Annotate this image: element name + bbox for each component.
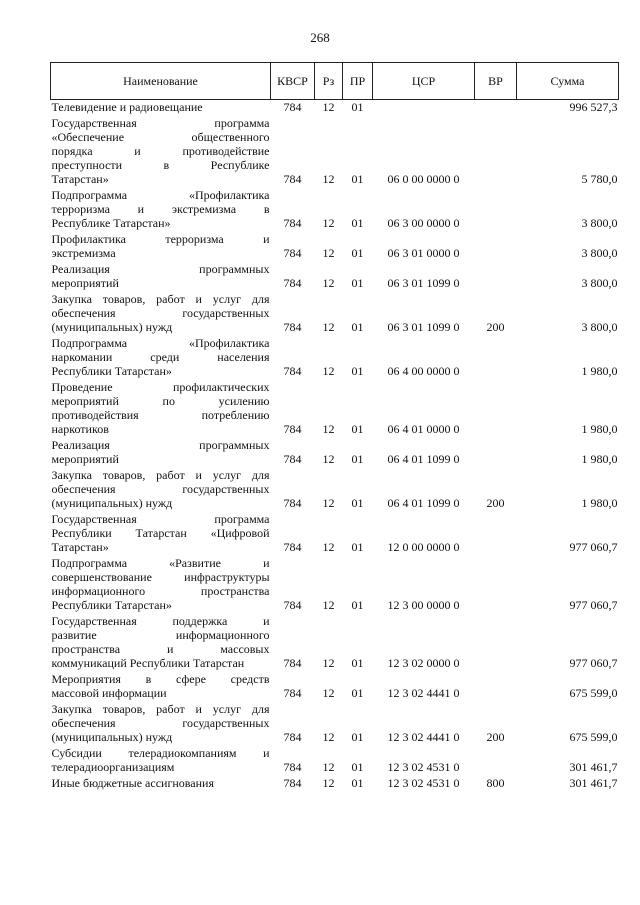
row-csr: 06 3 01 1099 0 bbox=[387, 276, 460, 290]
row-vr bbox=[475, 336, 517, 380]
row-vr bbox=[475, 232, 517, 262]
row-pr: 01 bbox=[351, 364, 364, 378]
row-name bbox=[51, 746, 271, 776]
row-pr: 01 bbox=[351, 656, 364, 670]
row-kvsr: 784 bbox=[283, 656, 302, 670]
row-name-line: Подпрограмма «Развитие и bbox=[51, 556, 270, 570]
row-name-line: наркомании среди населения bbox=[51, 350, 270, 364]
row-sum: 3 800,0 bbox=[581, 320, 618, 334]
row-name-line: Республики Татарстан» bbox=[51, 598, 172, 612]
row-name-line: Субсидии телерадиокомпаниям и bbox=[51, 746, 270, 760]
row-name-line: (муниципальных) нужд bbox=[51, 320, 173, 334]
row-name-line: Телевидение и радиовещание bbox=[51, 100, 203, 114]
table-row bbox=[51, 116, 619, 188]
row-name-line: экстремизма bbox=[51, 246, 116, 260]
row-sum: 301 461,7 bbox=[569, 776, 618, 790]
table-row bbox=[51, 614, 619, 672]
row-rz: 12 bbox=[322, 422, 335, 436]
row-kvsr: 784 bbox=[283, 598, 302, 612]
row-name-line: мероприятий bbox=[51, 452, 119, 466]
row-name-line: Татарстан» bbox=[51, 540, 109, 554]
row-name-line: обеспечения государственных bbox=[51, 482, 270, 496]
header-name: Наименование bbox=[51, 63, 271, 100]
row-pr: 01 bbox=[351, 246, 364, 260]
row-kvsr: 784 bbox=[283, 276, 302, 290]
row-name-line: Реализация программных bbox=[51, 438, 270, 452]
row-name-line: Подпрограмма «Профилактика bbox=[51, 336, 270, 350]
row-vr bbox=[475, 438, 517, 468]
row-csr: 06 4 01 0000 0 bbox=[387, 422, 460, 436]
row-pr: 01 bbox=[351, 276, 364, 290]
table-row bbox=[51, 672, 619, 702]
row-kvsr: 784 bbox=[283, 216, 302, 230]
row-pr: 01 bbox=[351, 422, 364, 436]
row-csr: 06 0 00 0000 0 bbox=[387, 172, 460, 186]
row-vr bbox=[475, 100, 517, 117]
row-csr: 06 3 00 0000 0 bbox=[387, 216, 460, 230]
row-rz: 12 bbox=[322, 452, 335, 466]
row-csr: 06 3 01 0000 0 bbox=[387, 246, 460, 260]
row-rz: 12 bbox=[322, 496, 335, 510]
row-rz: 12 bbox=[322, 776, 335, 790]
row-vr bbox=[475, 746, 517, 776]
row-name-line: Республики Татарстан «Цифровой bbox=[51, 526, 270, 540]
row-vr bbox=[475, 614, 517, 672]
row-name-line: Республике Татарстан» bbox=[51, 216, 171, 230]
row-vr bbox=[475, 380, 517, 438]
row-name-line: обеспечения государственных bbox=[51, 716, 270, 730]
table-row bbox=[51, 556, 619, 614]
row-name-line: совершенствование инфраструктуры bbox=[51, 570, 270, 584]
row-sum: 977 060,7 bbox=[569, 656, 618, 670]
row-csr: 06 4 01 1099 0 bbox=[387, 496, 460, 510]
row-name-line: мероприятий по усилению bbox=[51, 394, 270, 408]
row-sum: 996 527,3 bbox=[569, 100, 618, 114]
row-name-line: терроризма и экстремизма в bbox=[51, 202, 270, 216]
row-rz: 12 bbox=[322, 246, 335, 260]
row-name bbox=[51, 188, 271, 232]
table-header-row bbox=[51, 63, 619, 100]
row-rz: 12 bbox=[322, 540, 335, 554]
table-row bbox=[51, 380, 619, 438]
row-name bbox=[51, 702, 271, 746]
row-kvsr: 784 bbox=[283, 540, 302, 554]
row-rz: 12 bbox=[322, 656, 335, 670]
row-name bbox=[51, 380, 271, 438]
row-pr: 01 bbox=[351, 100, 364, 114]
row-pr: 01 bbox=[351, 320, 364, 334]
row-name-line: порядка и противодействие bbox=[51, 144, 270, 158]
row-csr: 12 3 00 0000 0 bbox=[387, 598, 460, 612]
row-kvsr: 784 bbox=[283, 496, 302, 510]
row-kvsr: 784 bbox=[283, 246, 302, 260]
row-rz: 12 bbox=[322, 686, 335, 700]
row-name-line: Реализация программных bbox=[51, 262, 270, 276]
row-sum: 301 461,7 bbox=[569, 760, 618, 774]
row-sum: 1 980,0 bbox=[581, 364, 618, 378]
table-row bbox=[51, 776, 619, 792]
row-vr bbox=[475, 512, 517, 556]
row-sum: 675 599,0 bbox=[569, 686, 618, 700]
row-sum: 675 599,0 bbox=[569, 730, 618, 744]
row-vr: 800 bbox=[486, 776, 505, 790]
row-csr: 12 3 02 4531 0 bbox=[387, 776, 460, 790]
row-name bbox=[51, 614, 271, 672]
header-rz: Рз bbox=[315, 63, 343, 100]
budget-table bbox=[50, 62, 619, 792]
row-kvsr: 784 bbox=[283, 452, 302, 466]
row-kvsr: 784 bbox=[283, 686, 302, 700]
row-kvsr: 784 bbox=[283, 172, 302, 186]
row-vr bbox=[475, 672, 517, 702]
row-name-line: Государственная программа bbox=[51, 116, 270, 130]
row-rz: 12 bbox=[322, 100, 335, 114]
table-row bbox=[51, 438, 619, 468]
header-csr: ЦСР bbox=[373, 63, 475, 100]
table-row bbox=[51, 336, 619, 380]
row-name bbox=[51, 292, 271, 336]
row-vr bbox=[475, 262, 517, 292]
row-kvsr: 784 bbox=[283, 760, 302, 774]
row-name-line: обеспечения государственных bbox=[51, 306, 270, 320]
row-vr: 200 bbox=[486, 496, 505, 510]
row-name-line: «Обеспечение общественного bbox=[51, 130, 270, 144]
row-pr: 01 bbox=[351, 776, 364, 790]
row-pr: 01 bbox=[351, 730, 364, 744]
row-name-line: коммуникаций Республики Татарстан bbox=[51, 656, 245, 670]
row-sum: 5 780,0 bbox=[581, 172, 618, 186]
row-csr: 12 3 02 4531 0 bbox=[387, 760, 460, 774]
row-name bbox=[51, 776, 271, 792]
row-sum: 977 060,7 bbox=[569, 598, 618, 612]
row-sum: 977 060,7 bbox=[569, 540, 618, 554]
row-name-line: (муниципальных) нужд bbox=[51, 730, 173, 744]
row-name bbox=[51, 100, 271, 117]
row-rz: 12 bbox=[322, 730, 335, 744]
row-vr bbox=[475, 116, 517, 188]
row-name-line: (муниципальных) нужд bbox=[51, 496, 173, 510]
row-kvsr: 784 bbox=[283, 730, 302, 744]
row-sum: 1 980,0 bbox=[581, 452, 618, 466]
row-name-line: массовой информации bbox=[51, 686, 167, 700]
row-name bbox=[51, 468, 271, 512]
table-row bbox=[51, 262, 619, 292]
row-name bbox=[51, 512, 271, 556]
row-csr: 12 3 02 4441 0 bbox=[387, 730, 460, 744]
row-csr: 06 3 01 1099 0 bbox=[387, 320, 460, 334]
header-vr: ВР bbox=[475, 63, 517, 100]
row-vr: 200 bbox=[486, 320, 505, 334]
row-name-line: Татарстан» bbox=[51, 172, 109, 186]
row-vr bbox=[475, 188, 517, 232]
row-name-line: информационного пространства bbox=[51, 584, 270, 598]
row-sum: 3 800,0 bbox=[581, 216, 618, 230]
row-pr: 01 bbox=[351, 172, 364, 186]
row-name bbox=[51, 232, 271, 262]
row-name-line: Закупка товаров, работ и услуг для bbox=[51, 292, 270, 306]
row-rz: 12 bbox=[322, 320, 335, 334]
row-sum: 1 980,0 bbox=[581, 496, 618, 510]
row-name bbox=[51, 672, 271, 702]
row-csr: 06 4 00 0000 0 bbox=[387, 364, 460, 378]
header-pr: ПР bbox=[343, 63, 373, 100]
row-rz: 12 bbox=[322, 364, 335, 378]
row-name bbox=[51, 262, 271, 292]
row-pr: 01 bbox=[351, 216, 364, 230]
row-name-line: Государственная программа bbox=[51, 512, 270, 526]
row-name bbox=[51, 556, 271, 614]
row-csr: 12 3 02 0000 0 bbox=[387, 656, 460, 670]
table-row bbox=[51, 292, 619, 336]
row-name-line: Закупка товаров, работ и услуг для bbox=[51, 468, 270, 482]
row-vr: 200 bbox=[486, 730, 505, 744]
row-kvsr: 784 bbox=[283, 320, 302, 334]
row-pr: 01 bbox=[351, 540, 364, 554]
row-name-line: Профилактика терроризма и bbox=[51, 232, 270, 246]
row-name-line: преступности в Республике bbox=[51, 158, 270, 172]
row-csr: 06 4 01 1099 0 bbox=[387, 452, 460, 466]
row-csr: 12 3 02 4441 0 bbox=[387, 686, 460, 700]
row-name-line: развитие информационного bbox=[51, 628, 270, 642]
table-row bbox=[51, 746, 619, 776]
row-csr: 12 0 00 0000 0 bbox=[387, 540, 460, 554]
table-row bbox=[51, 702, 619, 746]
table-row bbox=[51, 468, 619, 512]
row-pr: 01 bbox=[351, 760, 364, 774]
table-row bbox=[51, 512, 619, 556]
row-kvsr: 784 bbox=[283, 776, 302, 790]
row-name-line: Подпрограмма «Профилактика bbox=[51, 188, 270, 202]
row-rz: 12 bbox=[322, 172, 335, 186]
row-kvsr: 784 bbox=[283, 364, 302, 378]
row-name-line: Закупка товаров, работ и услуг для bbox=[51, 702, 270, 716]
table-row bbox=[51, 188, 619, 232]
row-name-line: мероприятий bbox=[51, 276, 119, 290]
row-sum: 3 800,0 bbox=[581, 246, 618, 260]
row-pr: 01 bbox=[351, 686, 364, 700]
row-pr: 01 bbox=[351, 452, 364, 466]
row-name bbox=[51, 336, 271, 380]
row-name-line: наркотиков bbox=[51, 422, 109, 436]
row-name-line: Иные бюджетные ассигнования bbox=[51, 776, 214, 790]
header-kvsr: КВСР bbox=[271, 63, 315, 100]
row-vr bbox=[475, 556, 517, 614]
row-name-line: Мероприятия в сфере средств bbox=[51, 672, 270, 686]
row-kvsr: 784 bbox=[283, 100, 302, 114]
page-number: 268 bbox=[310, 30, 330, 45]
table-row bbox=[51, 232, 619, 262]
row-rz: 12 bbox=[322, 598, 335, 612]
row-sum: 1 980,0 bbox=[581, 422, 618, 436]
row-name-line: Республики Татарстан» bbox=[51, 364, 172, 378]
row-name-line: противодействия потреблению bbox=[51, 408, 270, 422]
table-row bbox=[51, 100, 619, 117]
row-rz: 12 bbox=[322, 276, 335, 290]
row-pr: 01 bbox=[351, 598, 364, 612]
row-rz: 12 bbox=[322, 216, 335, 230]
row-name bbox=[51, 116, 271, 188]
row-sum: 3 800,0 bbox=[581, 276, 618, 290]
row-kvsr: 784 bbox=[283, 422, 302, 436]
row-name-line: Государственная поддержка и bbox=[51, 614, 270, 628]
row-name-line: Проведение профилактических bbox=[51, 380, 270, 394]
row-pr: 01 bbox=[351, 496, 364, 510]
row-name bbox=[51, 438, 271, 468]
row-name-line: телерадиоорганизациям bbox=[51, 760, 175, 774]
row-name-line: пространства и массовых bbox=[51, 642, 270, 656]
row-rz: 12 bbox=[322, 760, 335, 774]
row-csr bbox=[373, 100, 475, 117]
header-sum: Сумма bbox=[517, 63, 619, 100]
